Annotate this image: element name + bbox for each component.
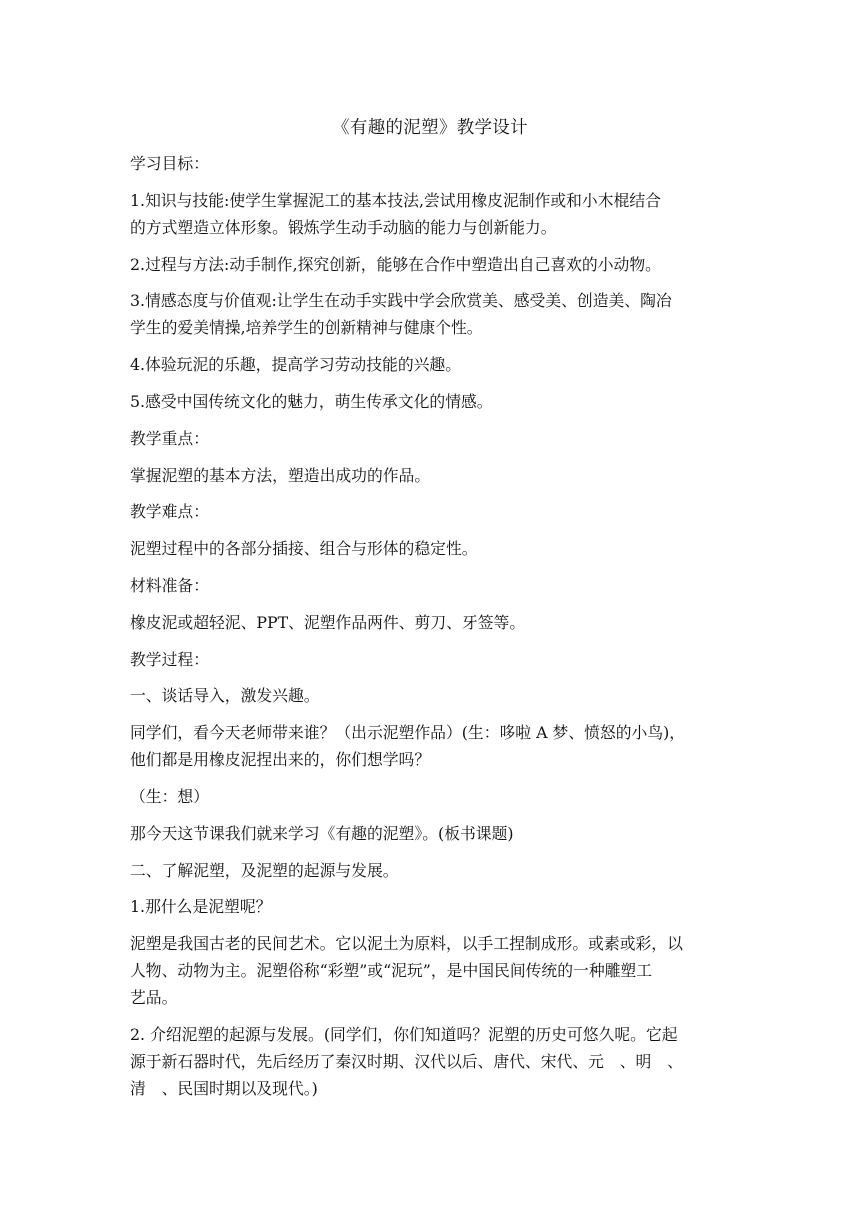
history-line-2: 源于新石器时代，先后经历了秦汉时期、汉代以后、唐代、宋代、元 、明 、 [130, 1051, 683, 1071]
section-heading-materials: 材料准备： [130, 575, 209, 595]
history-line-3: 清 、民国时期以及现代。) [130, 1078, 318, 1098]
process-student-response: （生：想） [130, 786, 209, 806]
objective-1-line-1: 1.知识与技能:使学生掌握泥工的基本技法,尝试用橡皮泥制作或和小木棍结合 [130, 190, 661, 210]
objective-3-line-1: 3.情感态度与价值观:让学生在动手实践中学会欣赏美、感受美、创造美、陶冶 [130, 291, 672, 311]
process-step-1-line-1: 同学们，看今天老师带来谁？（出示泥塑作品）(生：哆啦 A 梦、愤怒的小鸟)， [130, 723, 686, 743]
key-points-text: 掌握泥塑的基本方法，塑造出成功的作品。 [130, 465, 431, 485]
section-heading-process: 教学过程： [130, 649, 209, 669]
history-line-1: 2. 介绍泥塑的起源与发展。(同学们，你们知道吗？泥塑的历史可悠久呢。它起 [130, 1024, 678, 1044]
objective-5: 5.感受中国传统文化的魅力，萌生传承文化的情感。 [130, 391, 493, 411]
clay-definition-line-3: 艺品。 [130, 988, 178, 1008]
section-heading-key-points: 教学重点： [130, 428, 209, 448]
clay-definition-line-2: 人物、动物为主。泥塑俗称“彩塑”或“泥玩”，是中国民间传统的一种雕塑工 [130, 961, 653, 981]
difficulties-text: 泥塑过程中的各部分插接、组合与形体的稳定性。 [130, 539, 478, 559]
clay-definition-line-1: 泥塑是我国古老的民间艺术。它以泥土为原料，以手工捏制成形。或素或彩，以 [130, 934, 683, 954]
document-body [130, 150, 732, 1102]
materials-text: 橡皮泥或超轻泥、PPT、泥塑作品两件、剪刀、牙签等。 [130, 612, 526, 632]
objective-2: 2.过程与方法:动手制作,探究创新，能够在合作中塑造出自己喜欢的小动物。 [130, 254, 661, 274]
process-step-1-line-2: 他们都是用橡皮泥捏出来的，你们想学吗？ [130, 750, 431, 770]
section-heading-objectives: 学习目标： [130, 154, 209, 173]
section-heading-difficulties: 教学难点： [130, 502, 209, 522]
process-step-1-heading: 一、谈话导入，激发兴趣。 [130, 686, 320, 706]
process-question: 1.那什么是泥塑呢？ [130, 897, 272, 917]
objective-3-line-2: 学生的爱美情操,培养学生的创新精神与健康个性。 [130, 318, 483, 338]
process-step-2-heading: 二、了解泥塑，及泥塑的起源与发展。 [130, 860, 399, 880]
process-topic-intro: 那今天这节课我们就来学习《有趣的泥塑》。(板书课题) [130, 823, 514, 843]
document-title: 《有趣的泥塑》教学设计 [332, 118, 528, 138]
objective-1-line-2: 的方式塑造立体形象。锻炼学生动手动脑的能力与创新能力。 [130, 217, 557, 237]
objective-4: 4.体验玩泥的乐趣，提高学习劳动技能的兴趣。 [130, 355, 462, 375]
